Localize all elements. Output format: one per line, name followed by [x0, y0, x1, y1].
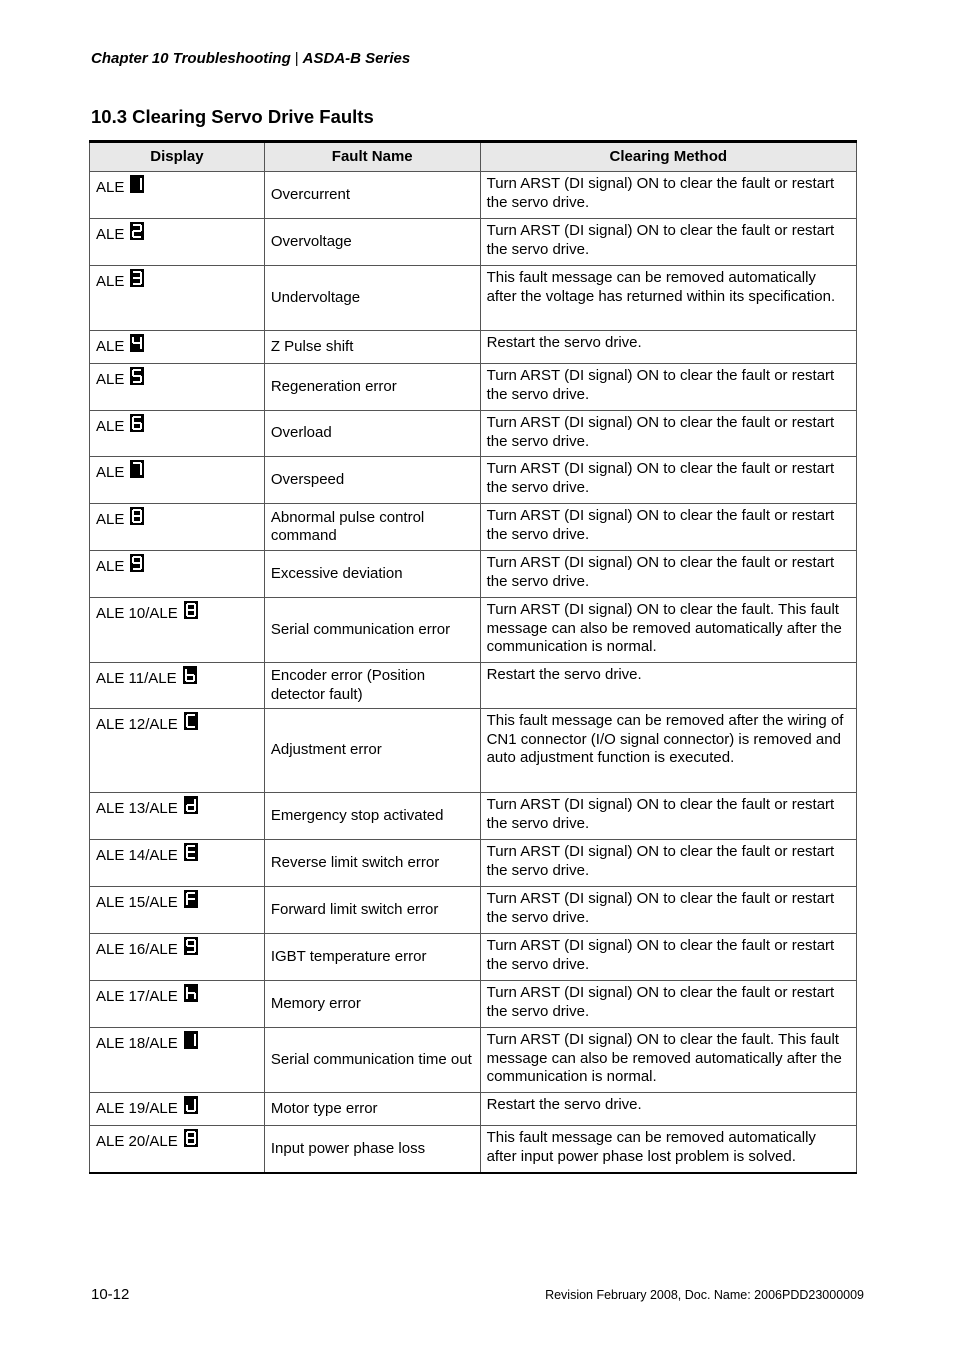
seven-segment-digit-icon [130, 175, 144, 193]
display-code [96, 1129, 198, 1152]
cell-clearing-method: Restart the servo drive. [480, 663, 856, 709]
seven-segment-digit-icon [184, 843, 198, 861]
table-row [90, 598, 857, 663]
column-header-display: Display [90, 142, 265, 172]
display-text: ALE 11/ALE [96, 670, 177, 687]
table-row [90, 457, 857, 504]
cell-fault-name: Forward limit switch error [264, 887, 480, 934]
cell-clearing-method: Turn ARST (DI signal) ON to clear the fault. This fault message can also be removed automatically after the communication is normal. [480, 1028, 856, 1093]
cell-display [90, 172, 265, 219]
seven-segment-digit-icon [184, 1031, 198, 1049]
table-row [90, 1126, 857, 1173]
display-code [96, 1096, 198, 1119]
seven-segment-digit-icon [130, 507, 144, 525]
display-text: ALE 18/ALE [96, 1035, 178, 1052]
cell-display [90, 457, 265, 504]
table-row [90, 709, 857, 793]
running-header [91, 50, 410, 67]
table-row [90, 793, 857, 840]
display-code [96, 334, 144, 357]
seven-segment-digit-icon [184, 890, 198, 908]
cell-display [90, 504, 265, 551]
display-text: ALE 14/ALE [96, 847, 178, 864]
display-code [96, 937, 198, 960]
cell-clearing-method: This fault message can be removed automatically after the voltage has returned within its specification. [480, 266, 856, 331]
cell-fault-name: Motor type error [264, 1093, 480, 1126]
cell-display [90, 1028, 265, 1093]
cell-clearing-method: Turn ARST (DI signal) ON to clear the fault or restart the servo drive. [480, 364, 856, 411]
cell-fault-name: Overspeed [264, 457, 480, 504]
table-row [90, 266, 857, 331]
cell-clearing-method: Turn ARST (DI signal) ON to clear the fault. This fault message can also be removed automatically after the communication is normal. [480, 598, 856, 663]
display-text: ALE 16/ALE [96, 941, 178, 958]
cell-display [90, 934, 265, 981]
table-row [90, 551, 857, 598]
table-row [90, 331, 857, 364]
column-header-clearing-method: Clearing Method [480, 142, 856, 172]
cell-clearing-method: Turn ARST (DI signal) ON to clear the fault or restart the servo drive. [480, 172, 856, 219]
cell-fault-name: Overcurrent [264, 172, 480, 219]
display-code [96, 414, 144, 437]
display-text: ALE [96, 418, 125, 435]
display-text: ALE 10/ALE [96, 605, 178, 622]
cell-fault-name: Memory error [264, 981, 480, 1028]
cell-display [90, 331, 265, 364]
seven-segment-digit-icon [130, 414, 144, 432]
cell-display [90, 1126, 265, 1173]
table-row [90, 504, 857, 551]
cell-fault-name: Serial communication error [264, 598, 480, 663]
revision-info: Revision February 2008, Doc. Name: 2006PDD23000009 [545, 1288, 864, 1302]
table-row [90, 981, 857, 1028]
display-text: ALE 13/ALE [96, 800, 178, 817]
cell-fault-name: Overvoltage [264, 219, 480, 266]
column-header-fault-name: Fault Name [264, 142, 480, 172]
cell-clearing-method: Turn ARST (DI signal) ON to clear the fault or restart the servo drive. [480, 840, 856, 887]
header-separator: | [294, 50, 299, 67]
seven-segment-digit-icon [130, 222, 144, 240]
cell-display [90, 219, 265, 266]
display-code [96, 666, 197, 689]
cell-clearing-method: Turn ARST (DI signal) ON to clear the fault or restart the servo drive. [480, 457, 856, 504]
cell-display [90, 598, 265, 663]
display-code [96, 712, 198, 735]
cell-fault-name: Encoder error (Position detector fault) [264, 663, 480, 709]
seven-segment-digit-icon [184, 1096, 198, 1114]
page-number: 10-12 [91, 1286, 130, 1303]
cell-fault-name: Abnormal pulse control command [264, 504, 480, 551]
cell-display [90, 364, 265, 411]
table-row [90, 840, 857, 887]
display-text: ALE [96, 179, 125, 196]
display-text: ALE [96, 273, 125, 290]
display-text: ALE 19/ALE [96, 1100, 178, 1117]
cell-fault-name: Emergency stop activated [264, 793, 480, 840]
cell-display [90, 887, 265, 934]
table-row [90, 1028, 857, 1093]
seven-segment-digit-icon [130, 554, 144, 572]
display-code [96, 367, 144, 390]
cell-fault-name: Undervoltage [264, 266, 480, 331]
cell-clearing-method: Turn ARST (DI signal) ON to clear the fault or restart the servo drive. [480, 887, 856, 934]
display-text: ALE [96, 371, 125, 388]
table-row [90, 411, 857, 457]
seven-segment-digit-icon [130, 269, 144, 287]
cell-clearing-method: Turn ARST (DI signal) ON to clear the fault or restart the servo drive. [480, 981, 856, 1028]
table-row [90, 1093, 857, 1126]
cell-clearing-method: Turn ARST (DI signal) ON to clear the fault or restart the servo drive. [480, 934, 856, 981]
cell-clearing-method: Turn ARST (DI signal) ON to clear the fault or restart the servo drive. [480, 504, 856, 551]
cell-fault-name: Overload [264, 411, 480, 457]
header-series: ASDA-B Series [302, 50, 411, 67]
cell-clearing-method: This fault message can be removed automatically after input power phase lost problem is solved. [480, 1126, 856, 1173]
table-row [90, 663, 857, 709]
display-code [96, 269, 144, 292]
cell-clearing-method: Restart the servo drive. [480, 1093, 856, 1126]
display-text: ALE 17/ALE [96, 988, 178, 1005]
cell-display [90, 1093, 265, 1126]
cell-fault-name: Adjustment error [264, 709, 480, 793]
display-code [96, 222, 144, 245]
cell-clearing-method: Turn ARST (DI signal) ON to clear the fault or restart the servo drive. [480, 793, 856, 840]
cell-clearing-method: Turn ARST (DI signal) ON to clear the fault or restart the servo drive. [480, 219, 856, 266]
display-text: ALE 12/ALE [96, 716, 178, 733]
seven-segment-digit-icon [130, 367, 144, 385]
table-row [90, 364, 857, 411]
display-code [96, 984, 198, 1007]
display-text: ALE [96, 464, 125, 481]
display-code [96, 554, 144, 577]
table-row [90, 934, 857, 981]
seven-segment-digit-icon [184, 601, 198, 619]
seven-segment-digit-icon [184, 984, 198, 1002]
cell-fault-name: Serial communication time out [264, 1028, 480, 1093]
display-code [96, 890, 198, 913]
table-row [90, 172, 857, 219]
cell-display [90, 411, 265, 457]
header-chapter: Chapter 10 Troubleshooting [91, 50, 291, 67]
cell-display [90, 981, 265, 1028]
display-text: ALE [96, 511, 125, 528]
cell-fault-name: Reverse limit switch error [264, 840, 480, 887]
table-header-row [90, 142, 857, 172]
cell-fault-name: Input power phase loss [264, 1126, 480, 1173]
cell-fault-name: IGBT temperature error [264, 934, 480, 981]
cell-clearing-method: Turn ARST (DI signal) ON to clear the fault or restart the servo drive. [480, 551, 856, 598]
display-text: ALE 15/ALE [96, 894, 178, 911]
display-code [96, 1031, 198, 1054]
seven-segment-digit-icon [183, 666, 197, 684]
cell-clearing-method: Restart the servo drive. [480, 331, 856, 364]
cell-clearing-method: Turn ARST (DI signal) ON to clear the fault or restart the servo drive. [480, 411, 856, 457]
seven-segment-digit-icon [184, 796, 198, 814]
cell-fault-name: Excessive deviation [264, 551, 480, 598]
display-code [96, 175, 144, 198]
display-code [96, 601, 198, 624]
cell-display [90, 551, 265, 598]
cell-display [90, 663, 265, 709]
cell-display [90, 709, 265, 793]
section-title: 10.3 Clearing Servo Drive Faults [91, 106, 374, 127]
display-text: ALE [96, 226, 125, 243]
display-code [96, 796, 198, 819]
display-text: ALE 20/ALE [96, 1133, 178, 1150]
seven-segment-digit-icon [130, 334, 144, 352]
seven-segment-digit-icon [130, 460, 144, 478]
display-code [96, 843, 198, 866]
fault-table-body [90, 172, 857, 1173]
cell-fault-name: Regeneration error [264, 364, 480, 411]
display-code [96, 507, 144, 530]
cell-clearing-method: This fault message can be removed after the wiring of CN1 connector (I/O signal connector) is removed and auto adjustment function is executed. [480, 709, 856, 793]
cell-display [90, 793, 265, 840]
table-row [90, 887, 857, 934]
seven-segment-digit-icon [184, 1129, 198, 1147]
cell-display [90, 266, 265, 331]
cell-fault-name: Z Pulse shift [264, 331, 480, 364]
fault-table [89, 140, 857, 1174]
display-code [96, 460, 144, 483]
cell-display [90, 840, 265, 887]
seven-segment-digit-icon [184, 937, 198, 955]
display-text: ALE [96, 338, 125, 355]
seven-segment-digit-icon [184, 712, 198, 730]
table-row [90, 219, 857, 266]
display-text: ALE [96, 558, 125, 575]
